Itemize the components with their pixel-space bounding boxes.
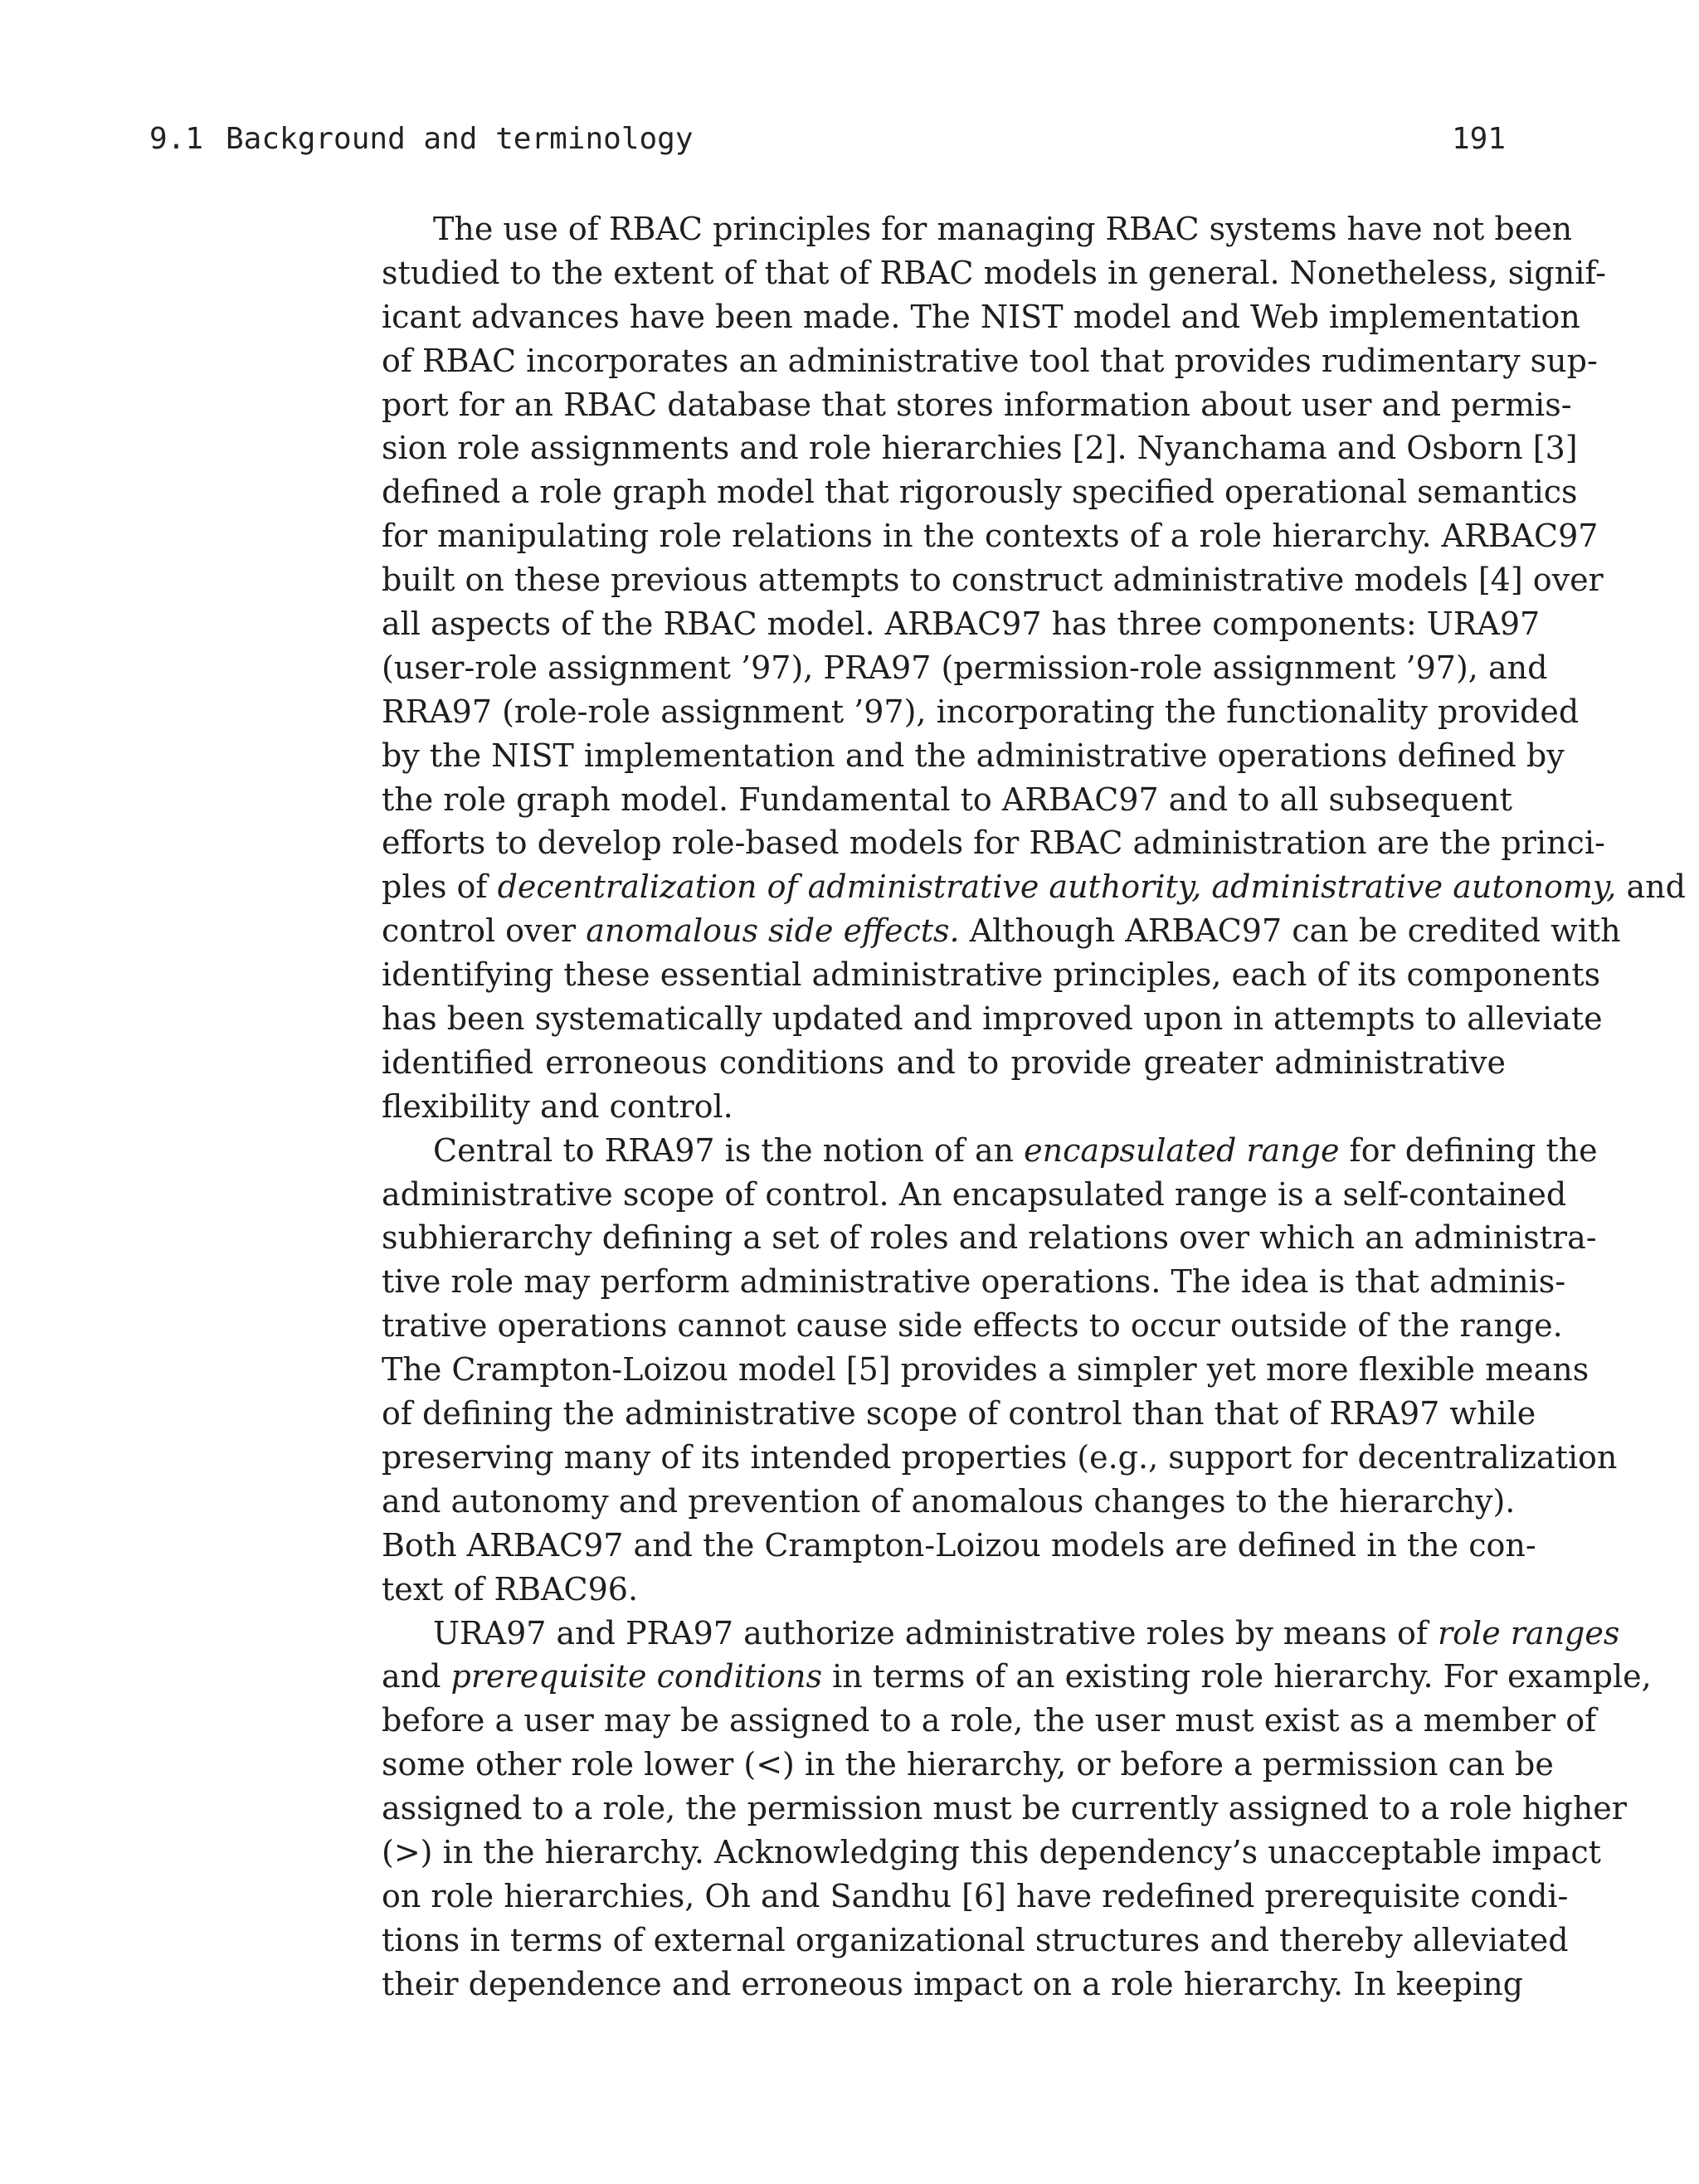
text-line — [382, 426, 1578, 470]
text-run: tions in terms of external organizational structures and thereby alleviated — [382, 1921, 1569, 1958]
text-run: trative operations cannot cause side effects to occur outside of the range. — [382, 1307, 1563, 1345]
text-line — [382, 1612, 1620, 1656]
text-run: port for an RBAC database that stores information about user and permis- — [382, 386, 1572, 423]
text-line — [382, 1787, 1627, 1831]
text-line — [382, 1085, 1506, 1129]
text-run: sion role assignments and role hierarchies [2]. Nyanchama and Osborn [3] — [382, 430, 1578, 467]
text-run: by the NIST implementation and the administrative operations defined by — [382, 737, 1565, 774]
text-line — [382, 997, 1603, 1041]
text-run: (user-role assignment ’97), PRA97 (permission-role assignment ’97), and — [382, 649, 1548, 686]
text-run: assigned to a role, the permission must be currently assigned to a role higher — [382, 1790, 1627, 1827]
text-run: The use of RBAC principles for managing RBAC systems have not been — [433, 211, 1573, 247]
running-head — [149, 116, 1506, 163]
text-line — [382, 514, 1599, 558]
text-run: the role graph model. Fundamental to ARBAC97 and to all subsequent — [382, 781, 1512, 818]
text-line — [382, 383, 1572, 427]
text-line — [382, 1436, 1618, 1480]
text-line — [382, 865, 1686, 909]
text-line — [382, 1568, 1506, 1612]
italic-term: prerequisite conditions — [450, 1658, 823, 1695]
text-run: built on these previous attempts to construct administrative models [4] over — [382, 562, 1604, 599]
text-run: The Crampton-Loizou model [5] provides a simpler yet more flexible means — [382, 1351, 1589, 1389]
text-line — [382, 909, 1621, 953]
body-text — [382, 207, 1686, 2006]
text-run: icant advances have been made. The NIST model and Web implementation — [382, 298, 1580, 335]
page-number: 191 — [1451, 122, 1506, 156]
section-number: 9.1 — [149, 122, 204, 156]
text-run: and — [1616, 868, 1686, 906]
text-line — [382, 1963, 1523, 2006]
text-run: RRA97 (role-role assignment ’97), incorporating the functionality provided — [382, 693, 1580, 730]
text-run: tive role may perform administrative operations. The idea is that adminis- — [382, 1263, 1566, 1301]
text-line — [382, 953, 1601, 997]
paragraph — [382, 207, 1686, 1129]
paragraph — [382, 1612, 1652, 2006]
text-run: efforts to develop role-based models for RBAC administration are the princi- — [382, 824, 1605, 862]
text-run: administrative scope of control. An encapsulated range is a self-contained — [382, 1175, 1567, 1213]
text-run: has been systematically updated and improved upon in attempts to alleviate — [382, 1000, 1603, 1038]
text-line — [382, 1216, 1597, 1260]
text-line — [382, 1875, 1569, 1919]
text-run: of RBAC incorporates an administrative tool that provides rudimentary sup- — [382, 342, 1598, 379]
text-line — [382, 470, 1578, 514]
text-run: and autonomy and prevention of anomalous changes to the hierarchy). — [382, 1482, 1516, 1520]
text-line — [382, 295, 1580, 339]
text-run: and — [382, 1658, 451, 1695]
text-line — [382, 1392, 1536, 1436]
text-run: subhierarchy defining a set of roles and relations over which an administra- — [382, 1219, 1597, 1257]
text-run: text of RBAC96. — [382, 1570, 639, 1608]
text-run: all aspects of the RBAC model. ARBAC97 has three components: URA97 — [382, 606, 1541, 643]
text-line — [382, 251, 1606, 295]
text-run: studied to the extent of that of RBAC models in general. Nonetheless, signif- — [382, 254, 1606, 291]
text-run: Both ARBAC97 and the Crampton-Loizou models are defined in the con- — [382, 1526, 1536, 1564]
text-line — [382, 1129, 1598, 1173]
text-line — [382, 558, 1604, 602]
text-run: in terms of an existing role hierarchy. For example, — [822, 1658, 1652, 1695]
text-run: defined a role graph model that rigorously specified operational semantics — [382, 474, 1578, 511]
italic-term: decentralization of administrative authority, administrative autonomy, — [497, 868, 1617, 906]
text-line — [382, 646, 1548, 690]
text-run: before a user may be assigned to a role, the user must exist as a member of — [382, 1702, 1597, 1739]
text-run: of defining the administrative scope of control than that of RRA97 while — [382, 1395, 1536, 1432]
text-line — [382, 1348, 1589, 1392]
text-line — [382, 778, 1512, 822]
text-line — [382, 602, 1541, 646]
text-line — [382, 1655, 1652, 1699]
text-line — [382, 821, 1605, 865]
text-line — [382, 1041, 1506, 1085]
text-line — [382, 690, 1580, 734]
text-line — [382, 1699, 1597, 1743]
text-line — [382, 1260, 1566, 1304]
text-run: Central to RRA97 is the notion of an — [433, 1131, 1025, 1169]
text-run: Although ARBAC97 can be credited with — [959, 912, 1621, 950]
paragraph — [382, 1129, 1618, 1612]
text-run: for manipulating role relations in the contexts of a role hierarchy. ARBAC97 — [382, 518, 1599, 555]
text-line — [382, 1173, 1567, 1217]
text-run: (>) in the hierarchy. Acknowledging this dependency’s unacceptable impact — [382, 1833, 1601, 1870]
italic-term: anomalous side effects. — [586, 912, 960, 950]
text-run: on role hierarchies, Oh and Sandhu [6] have redefined prerequisite condi- — [382, 1877, 1569, 1914]
text-line — [382, 1831, 1601, 1875]
text-run: ples of — [382, 868, 498, 906]
section-title: Background and terminology — [226, 122, 694, 156]
text-line — [382, 339, 1598, 383]
text-run: control over — [382, 912, 587, 950]
text-run: identified erroneous conditions and to provide greater administrative — [382, 1043, 1506, 1081]
text-line — [382, 207, 1573, 251]
text-run: URA97 and PRA97 authorize administrative roles by means of — [433, 1614, 1438, 1651]
text-line — [382, 734, 1565, 778]
text-run: identifying these essential administrative principles, each of its components — [382, 956, 1601, 994]
text-line — [382, 1524, 1536, 1568]
text-run: for defining the — [1339, 1131, 1598, 1169]
text-line — [382, 1480, 1516, 1524]
text-run: preserving many of its intended properties (e.g., support for decentralization — [382, 1438, 1618, 1476]
text-run: their dependence and erroneous impact on a role hierarchy. In keeping — [382, 1965, 1523, 2002]
text-run: flexibility and control. — [382, 1087, 733, 1125]
italic-term: encapsulated range — [1024, 1131, 1340, 1169]
text-line — [382, 1304, 1563, 1348]
text-run: some other role lower (<) in the hierarchy, or before a permission can be — [382, 1746, 1554, 1783]
text-line — [382, 1743, 1554, 1787]
italic-term: role ranges — [1438, 1614, 1620, 1651]
text-line — [382, 1919, 1569, 1963]
